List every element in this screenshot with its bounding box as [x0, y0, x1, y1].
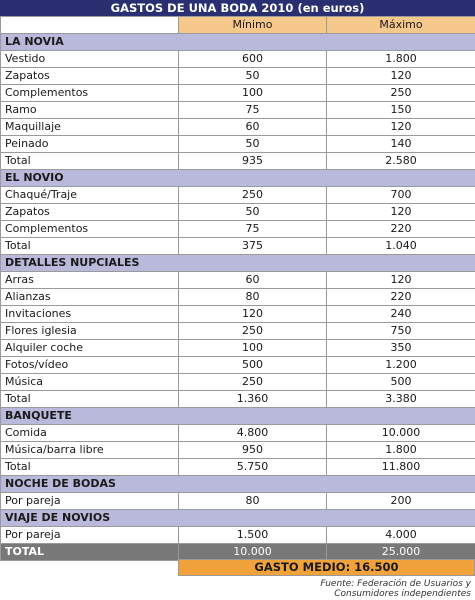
- row-max-value: 700: [327, 187, 475, 204]
- row-max-value: 3.380: [327, 391, 475, 408]
- row-label: Comida: [1, 425, 179, 442]
- table-row: [1, 136, 475, 153]
- row-max-value: 240: [327, 306, 475, 323]
- row-max-value: 120: [327, 119, 475, 136]
- table-row: [1, 51, 475, 68]
- section-header-row: [1, 34, 475, 51]
- row-min-value: 935: [179, 153, 327, 170]
- row-label: Música/barra libre: [1, 442, 179, 459]
- section-title: EL NOVIO: [1, 170, 475, 187]
- row-max-value: 220: [327, 221, 475, 238]
- row-min-value: 75: [179, 102, 327, 119]
- row-label: Complementos: [1, 221, 179, 238]
- row-max-value: 1.200: [327, 357, 475, 374]
- row-min-value: 500: [179, 357, 327, 374]
- table-row: [1, 85, 475, 102]
- row-label: Por pareja: [1, 493, 179, 510]
- row-max-value: 4.000: [327, 527, 475, 544]
- table-row: [1, 153, 475, 170]
- row-max-value: 500: [327, 374, 475, 391]
- row-label: Flores iglesia: [1, 323, 179, 340]
- table-row: [1, 306, 475, 323]
- table-row: [1, 527, 475, 544]
- row-label: Alquiler coche: [1, 340, 179, 357]
- row-label: Total: [1, 153, 179, 170]
- grand-total-row: [1, 544, 475, 561]
- row-max-value: 220: [327, 289, 475, 306]
- table-row: [1, 425, 475, 442]
- row-min-value: 250: [179, 323, 327, 340]
- row-label: Por pareja: [1, 527, 179, 544]
- row-label: Música: [1, 374, 179, 391]
- table-row: [1, 442, 475, 459]
- row-max-value: 140: [327, 136, 475, 153]
- row-min-value: 60: [179, 272, 327, 289]
- row-min-value: 600: [179, 51, 327, 68]
- row-label: Vestido: [1, 51, 179, 68]
- table-row: [1, 493, 475, 510]
- row-label: Zapatos: [1, 68, 179, 85]
- table-row: [1, 357, 475, 374]
- row-max-value: 1.800: [327, 51, 475, 68]
- table-row: [1, 68, 475, 85]
- source-line-1: Fuente: Federación de Usuarios y: [320, 579, 471, 589]
- row-max-value: 250: [327, 85, 475, 102]
- section-header-row: [1, 510, 475, 527]
- table-row: [1, 391, 475, 408]
- row-label: Chaqué/Traje: [1, 187, 179, 204]
- column-header-max: Máximo: [327, 17, 475, 34]
- row-max-value: 1.800: [327, 442, 475, 459]
- row-label: Peinado: [1, 136, 179, 153]
- row-min-value: 250: [179, 374, 327, 391]
- row-min-value: 75: [179, 221, 327, 238]
- gasto-medio-banner: GASTO MEDIO: 16.500: [178, 559, 475, 576]
- row-label: Arras: [1, 272, 179, 289]
- row-min-value: 120: [179, 306, 327, 323]
- table-row: [1, 204, 475, 221]
- row-min-value: 100: [179, 85, 327, 102]
- table-row: [1, 119, 475, 136]
- section-header-row: [1, 408, 475, 425]
- header-blank-cell: [1, 17, 179, 34]
- section-title: BANQUETE: [1, 408, 475, 425]
- row-label: Zapatos: [1, 204, 179, 221]
- row-label: Total: [1, 391, 179, 408]
- row-min-value: 950: [179, 442, 327, 459]
- row-label: Alianzas: [1, 289, 179, 306]
- grand-total-label: TOTAL: [1, 544, 179, 561]
- table-row: [1, 102, 475, 119]
- row-max-value: 120: [327, 272, 475, 289]
- row-min-value: 80: [179, 289, 327, 306]
- row-min-value: 5.750: [179, 459, 327, 476]
- table-row: [1, 238, 475, 255]
- column-header-row: [1, 17, 475, 34]
- row-label: Total: [1, 238, 179, 255]
- section-header-row: [1, 476, 475, 493]
- section-header-row: [1, 255, 475, 272]
- row-min-value: 80: [179, 493, 327, 510]
- table-row: [1, 323, 475, 340]
- row-min-value: 1.360: [179, 391, 327, 408]
- table-row: [1, 340, 475, 357]
- row-label: Invitaciones: [1, 306, 179, 323]
- table-row: [1, 221, 475, 238]
- grand-total-max: 25.000: [327, 544, 475, 561]
- row-label: Ramo: [1, 102, 179, 119]
- row-label: Total: [1, 459, 179, 476]
- row-max-value: 750: [327, 323, 475, 340]
- row-max-value: 350: [327, 340, 475, 357]
- source-note: [171, 579, 471, 599]
- section-header-row: [1, 170, 475, 187]
- row-min-value: 50: [179, 136, 327, 153]
- row-max-value: 120: [327, 68, 475, 85]
- row-max-value: 150: [327, 102, 475, 119]
- table-row: [1, 187, 475, 204]
- row-max-value: 10.000: [327, 425, 475, 442]
- table-title: GASTOS DE UNA BODA 2010 (en euros): [0, 0, 475, 16]
- section-title: NOCHE DE BODAS: [1, 476, 475, 493]
- section-title: VIAJE DE NOVIOS: [1, 510, 475, 527]
- row-label: Complementos: [1, 85, 179, 102]
- row-min-value: 50: [179, 68, 327, 85]
- table-row: [1, 459, 475, 476]
- row-max-value: 200: [327, 493, 475, 510]
- source-line-2: Consumidores independientes: [334, 589, 471, 599]
- row-min-value: 375: [179, 238, 327, 255]
- row-max-value: 120: [327, 204, 475, 221]
- row-label: Fotos/vídeo: [1, 357, 179, 374]
- row-min-value: 60: [179, 119, 327, 136]
- row-min-value: 50: [179, 204, 327, 221]
- row-min-value: 4.800: [179, 425, 327, 442]
- row-label: Maquillaje: [1, 119, 179, 136]
- row-min-value: 1.500: [179, 527, 327, 544]
- row-max-value: 1.040: [327, 238, 475, 255]
- wedding-costs-table: [0, 16, 475, 561]
- column-header-min: Mínimo: [179, 17, 327, 34]
- section-title: LA NOVIA: [1, 34, 475, 51]
- table-row: [1, 374, 475, 391]
- table-row: [1, 272, 475, 289]
- table-row: [1, 289, 475, 306]
- row-max-value: 11.800: [327, 459, 475, 476]
- section-title: DETALLES NUPCIALES: [1, 255, 475, 272]
- grand-total-min: 10.000: [179, 544, 327, 561]
- row-min-value: 250: [179, 187, 327, 204]
- row-max-value: 2.580: [327, 153, 475, 170]
- row-min-value: 100: [179, 340, 327, 357]
